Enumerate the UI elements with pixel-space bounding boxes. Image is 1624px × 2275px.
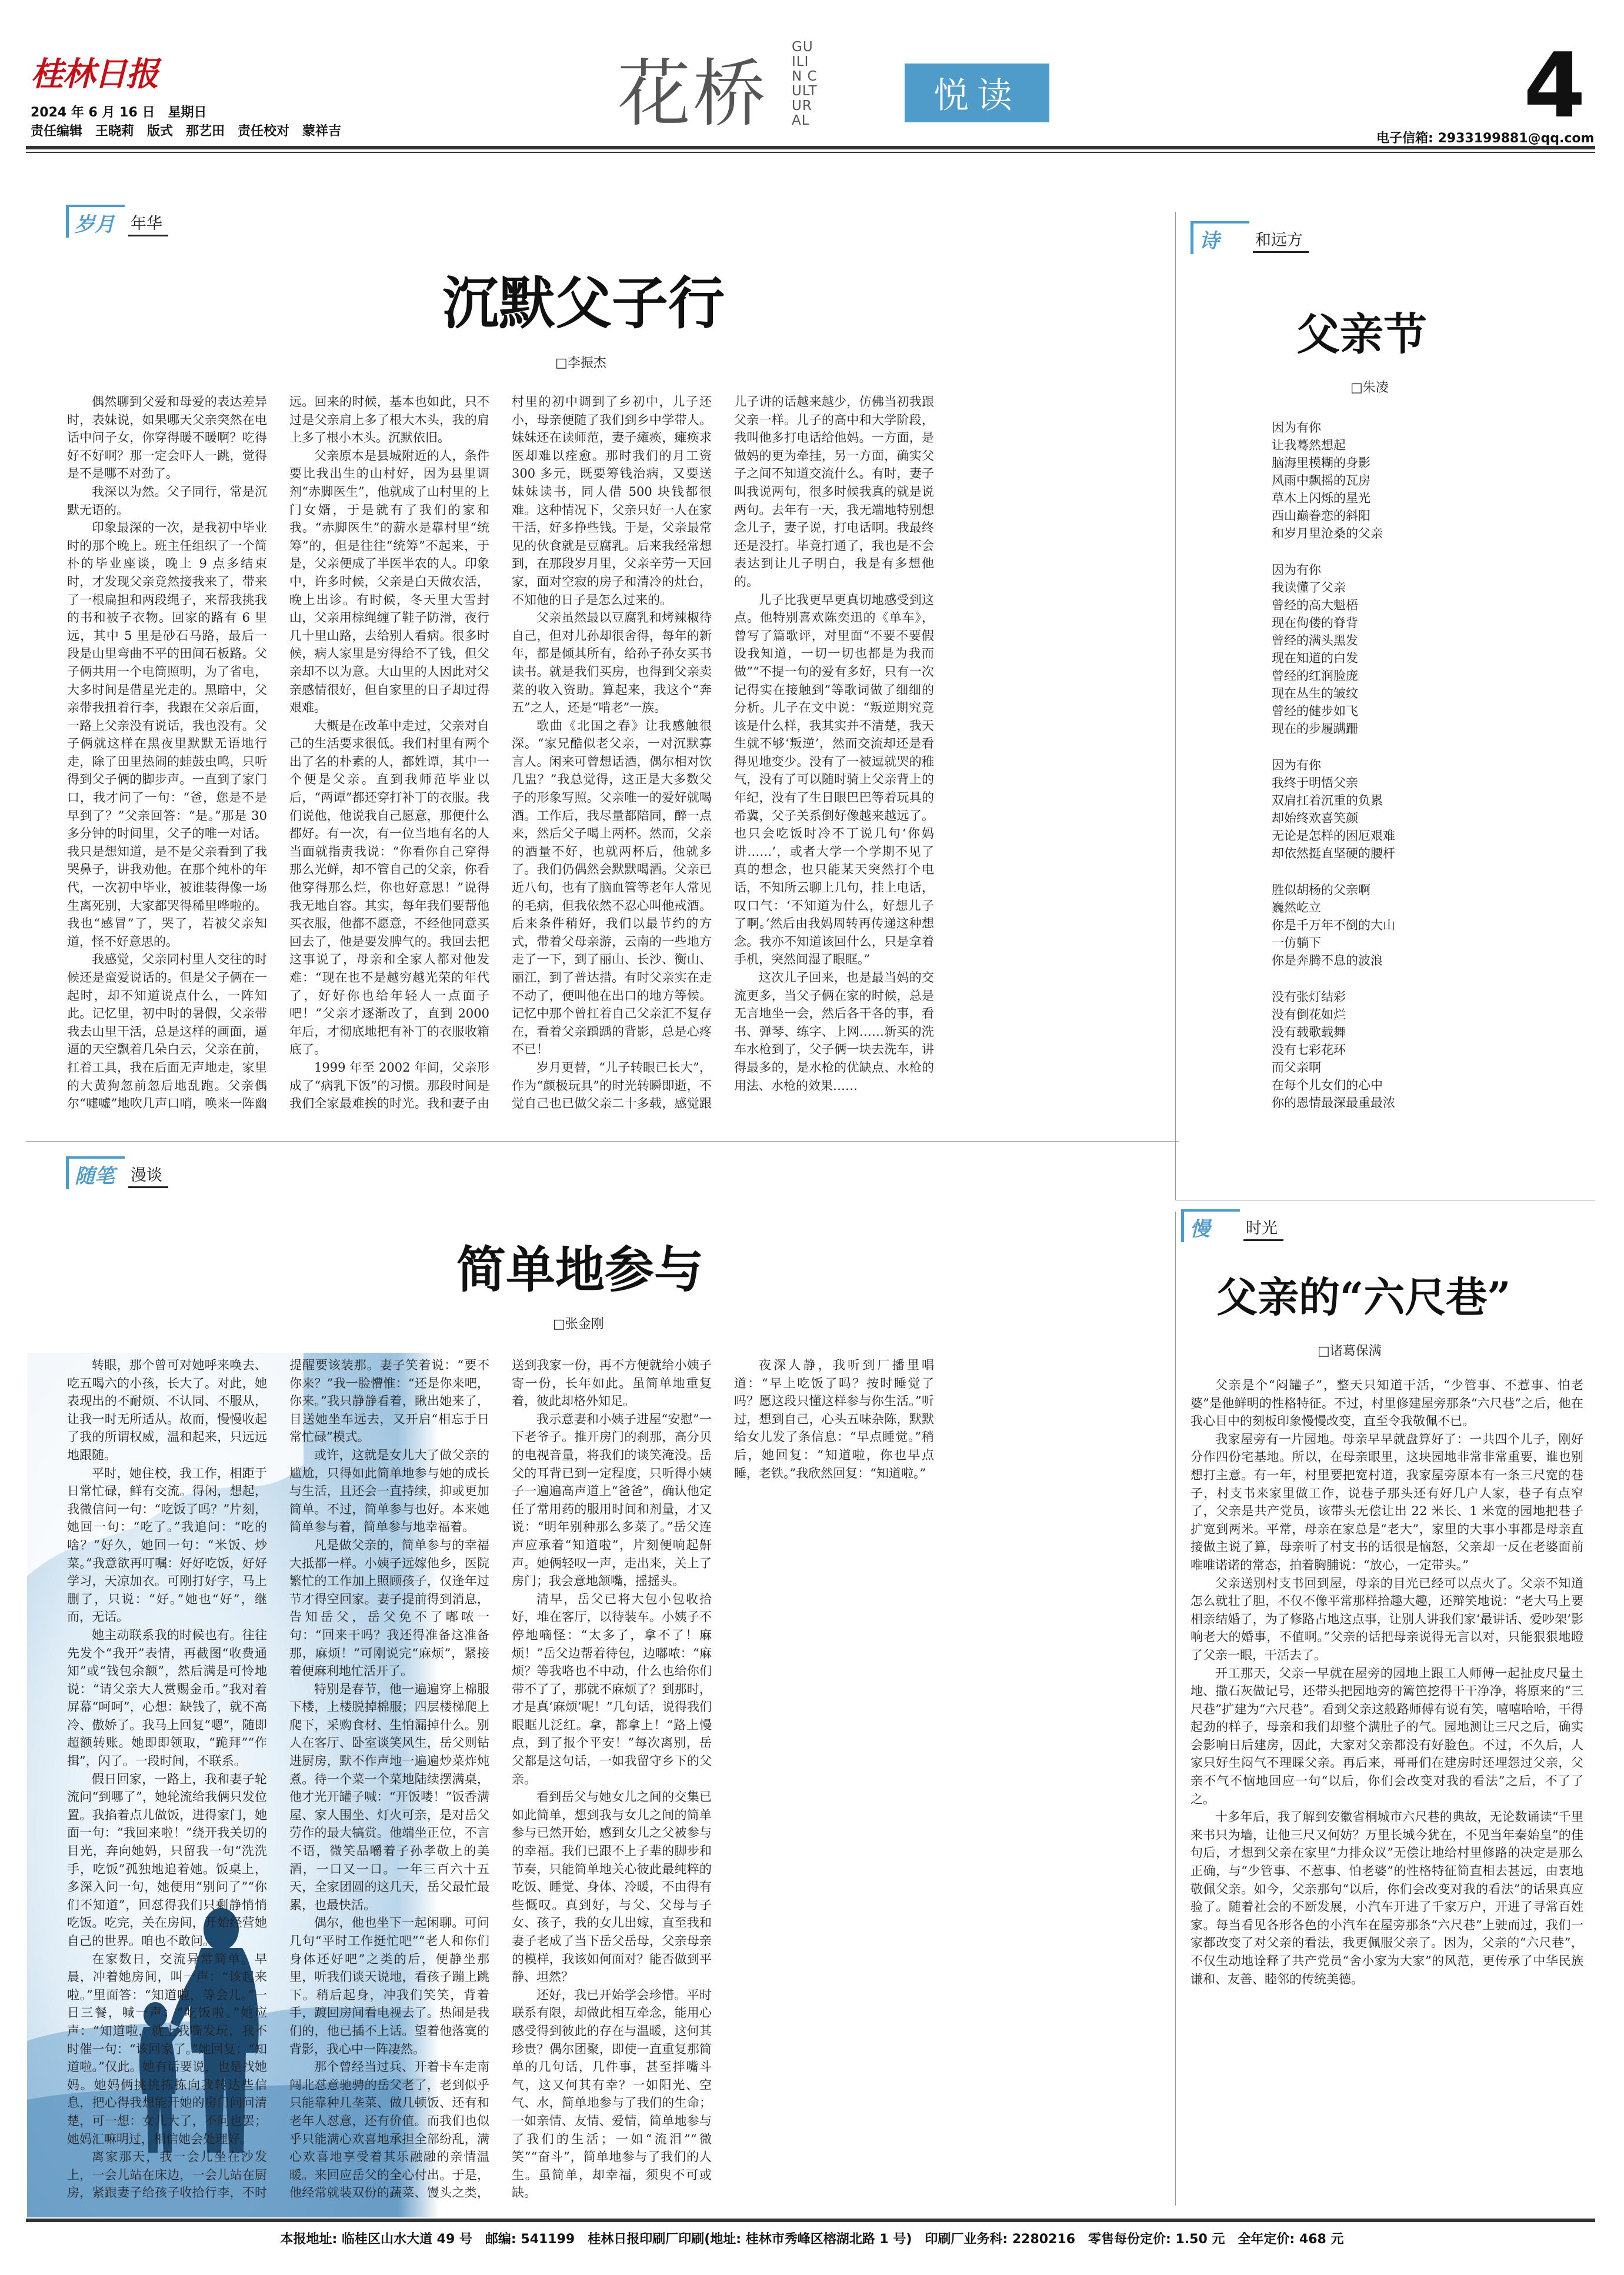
paragraph: 大概是在改革中走过，父亲对自己的生活要求很低。我们村里有两个出了名的朴素的人，都姓谭，其中一个便是父亲。直到我师范毕业以后，“两谭”都还穿打补丁的衣服。我们说他，他说我自己愿意，那便什么都好。有一次，有一位当地有名的人当面就指责我说：“你看你自己穿得那么光鲜，却不管自己的父亲，你看他穿得那么烂，你也好意思！”说得我无地自容。其实，每年我们要帮他买衣服，他都不愿意，不经他同意买回去了，他是要发脾气的。我回去把这事说了，母亲和全家人都对他发难：“现在也不是越穷越光荣的年代了，好好你也给年轻人一点面子吧！”父亲才逐渐改了，直到 2000 年后，才彻底地把有补丁的衣服收箱底了。 — [289, 718, 489, 1057]
poem-line: 没有七彩花环 — [1272, 1043, 1346, 1057]
poem-line: 而父亲啊 — [1272, 1060, 1321, 1075]
paragraph: 她主动联系我的时候也有。往往先发个“我开”表情，再截图“收费通知”或“钱包余额”，然后满是可怜地说：“请父亲大人赏赐金币。”我对着屏幕“呵呵”，心想：缺钱了，就不高冷、傲娇了。我马上回复“嗯”，随即超额转账。她即即领取，“跪拜”“作揖”，闪了。一段时间，不联系。 — [67, 1627, 267, 1769]
poem-line: 一仿躺下 — [1272, 936, 1321, 950]
article-body-a4 — [1191, 1376, 1583, 2206]
poem-line: 曾经的红润脸庞 — [1272, 669, 1358, 683]
article-body-a1 — [67, 393, 1156, 1122]
paragraph: 转眼，那个曾可对她呼来唤去、吃五喝六的小孩，长大了。对此，她表现出的不耐烦、不认同、不服从，让我一时无所适从。故而，慢慢收起了我的所谓权威，温和起来，只远远地跟随。 — [67, 1358, 267, 1462]
paragraph: 我感觉，父亲同村里人交往的时候还是蛮爱说话的。但是父子俩在一起时，却不知道说点什么，一阵知此。记忆里，初中时的暑假，父亲带我去山里干活，总是这样的画面，逼逼的天空飘着几朵白云，父亲在前，扛着工具，我在后面无声地走，家里的大黄狗忽前忽后地乱跑。父亲偶尔“嘘嘘”地吹几声口哨，唤来一阵幽远。回来的时候，基本也如此，只不过是父亲肩上多了根大木头，我的肩上多了根小木头。沉默依旧。 — [67, 395, 489, 1111]
paragraph: 偶然聊到父爱和母爱的表达差异时，表妹说，如果哪天父亲突然在电话中问子女，你穿得暖不暖啊？吃得好不好啊？那一定会吓人一跳，觉得是不是哪不对劲了。 — [67, 395, 267, 481]
column-tag-sub: 年华 — [128, 211, 168, 236]
paragraph: 或许，这就是女儿大了做父亲的尴尬，只得如此简单地参与她的成长与生活，且还会一直持续，抑或更加简单。不过，简单参与也好。本来她简单参与着，简单参与地幸福着。 — [289, 1447, 489, 1535]
column-divider — [1175, 1212, 1176, 2206]
poem-line: 现在知道的白发 — [1272, 651, 1358, 665]
paragraph: 歌曲《北国之春》让我感触很深。“家兄酷似老父亲，一对沉默寡言人。闲来可曾想话酒，偶尔相对饮几盅？”我总觉得，这正是大多数父子的形象写照。父亲唯一的爱好就喝酒。工作后，我尽量都陪同，醉一点来，然后父子喝上两杯。然而，父亲的酒量不好，也就两杯后，他就多了。我们仍偶然会默默喝酒。父亲已近八旬，也有了脑血管等老年人常见的毛病，但我依然不忍心叫他戒酒。后来条件稍好，我们以最节约的方式，带着父母亲游，云南的一些地方走了一下，到了丽山、长沙、衡山、丽江，到了普达措。有时父亲实在走不动了，便叫他在出口的地方等候。记忆中那个曾扛着自己父亲汇不复存在，看着父亲踽踽的背影，总是心疼不已！ — [512, 718, 712, 1057]
stanza-gap — [1272, 969, 1578, 988]
paper-name: 桂林日报 — [31, 55, 158, 94]
poem-line: 没有张灯结彩 — [1272, 990, 1346, 1004]
poem-line: 现在佝偻的脊背 — [1272, 616, 1358, 630]
poem-line: 却始终欢喜笑颜 — [1272, 811, 1358, 825]
paragraph: 这次儿子回来，也是最当妈的交流更多，当父子俩在家的时候，总是无言地坐一会，然后各干各的事，看书、弹琴、练字、上网……新买的洗车水枪到了，父子俩一块去洗车，讲得最多的，是水枪的优缺点、水枪的用法、水枪的效果…… — [734, 970, 934, 1093]
poem-line: 你是奔腾不息的波浪 — [1272, 953, 1383, 968]
poem-line: 和岁月里沧桑的父亲 — [1272, 526, 1383, 541]
column-tag-label: 慢 — [1181, 1209, 1240, 1242]
poem-line: 没有载歌载舞 — [1272, 1025, 1346, 1039]
poem-line: 我终于明悟父亲 — [1272, 776, 1358, 790]
poem-line: 你是千万年不倒的大山 — [1272, 918, 1395, 932]
footer-imprint: 本报地址: 临桂区山水大道 49 号 邮编: 541199 桂林日报印刷厂印刷(地址: 桂林市秀峰区榕湖北路 1 号) 印刷厂业务科: 2280216 零售每份定价: 1.50 元 全年定价: 468 元 — [280, 2232, 1344, 2247]
paragraph: 看到岳父与她女儿之间的交集已如此简单，想到我与女儿之间的简单参与已然开始，感到女儿之父被参与的幸福。我们已跟不上子辈的脚步和节奏，只能简单地关心彼此最纯粹的吃饭、睡觉、身体、冷暖，不由得有些慨叹。真到好，与父、父母与子女、孩子，我的女儿出嫁，直至我和妻子老成了当下岳父岳母，父亲母亲的模样，我该如何面对？能否做到平静、坦然？ — [512, 1790, 712, 1984]
paragraph: 凡是做父亲的，简单参与的幸福大抵都一样。小姨子远嫁他乡，医院繁忙的工作加上照顾孩子，仅逢年过节才得空回家。妻子提前得到消息，告知岳父，岳父免不了嘟哝一句：“回来干吗？我还得准备这准备那，麻烦！”可刚说完“麻烦”，紧接着便麻利地忙活开了。 — [289, 1537, 489, 1679]
issue-date: 2024 年 6 月 16 日 星期日 — [31, 105, 207, 120]
poem-line: 让我蓦然想起 — [1272, 438, 1346, 452]
poem-line: 胜似胡杨的父亲啊 — [1272, 883, 1370, 897]
stanza-gap — [1272, 738, 1578, 756]
paragraph: 父亲是个“闷罐子”，整天只知道干活，“少管事、不惹事、怕老婆”是他鲜明的性格特征。不过，村里修建屋旁那条“六尺巷”之后，他在我心目中的刻板印象慢慢改变，直至令我敬佩不已。 — [1191, 1378, 1583, 1429]
paragraph: 离家那天，我一会儿坐在沙发上，一会儿站在床边，一会儿站在厨房，紧跟妻子给孩子收拾行李，不时提醒要该装那。妻子笑着说：“要不你来？”我一脸懵惟：“还是你来吧，你来。”我只静静看着，瞅出她来了，目送她坐车远去，又开启“相忘于日常忙碌”模式。 — [67, 1358, 489, 2200]
paragraph: 清早，岳父已将大包小包收拾好，堆在客厅，以待装车。小姨子不停地嘀怪：“太多了，拿不了！麻烦！”岳父边帮着待包，边嘟哝：“麻烦？等我咯也不中动，什么也给你们带不了了，那就不麻烦了？到那时，才是真‘麻烦’呢！”几句话，说得我们眼眶儿泛红。拿，都拿上！“路上慢点，到了报个平安！”每次离别，岳父都是这句话，一如我留守乡下的父亲。 — [512, 1592, 712, 1786]
paragraph: 还好，我已开始学会珍惜。平时联系有限，却做此相互牵念，能用心感受得到彼此的存在与温暖，这何其珍贵？偶尔团聚，即使一直重复那简单的几句话，几件事，甚至拌嘴斗气，这又何其有幸？一如阳光、空气、水，简单地参与了我们的生命；一如亲情、友情、爱情，简单地参与了我们的生活；一如“流泪”“微笑”“奋斗”，简单地参与了我们的人生。虽简单，却幸福，须臾不可或缺。 — [512, 1987, 712, 2200]
article-byline-a4: □诸葛保满 — [1318, 1344, 1382, 1359]
poem-line: 双肩扛着沉重的负累 — [1272, 793, 1383, 808]
article-title-a3: 简单地参与 — [456, 1240, 704, 1299]
paragraph: 夜深人静，我听到厂播里唱道：“早上吃饭了吗？按时睡觉了吗？愿这段只懂这样参与你生活。”听过，想到自己，心头五味杂陈，默默给女儿发了条信息：“早点睡觉。”稍后，她回复：“知道啦，你也早点睡，老铁。”我欣然回复：“知道啦。” — [734, 1358, 934, 1480]
column-tag-sub: 漫谈 — [128, 1162, 168, 1188]
stanza-gap — [1272, 542, 1578, 561]
column-tag-label: 随笔 — [66, 1156, 125, 1189]
article-byline-a2: □朱凌 — [1350, 381, 1389, 395]
bottom-rule — [26, 2219, 1595, 2222]
paragraph: 我家屋旁有一片园地。母亲早早就盘算好了：一共四个儿子，刚好分作四份宅基地。所以，在母亲眼里，这块园地非常非常重要，谁也别想打主意。有一年，村里要把宽村道，我家屋旁原本有一条三尺宽的巷子，村支书来家里做工作，说巷子那头还有好几户人家，巷子有点窄了，父亲是共产党员，该带头无偿让出 22 米长、1 米宽的园地把巷子扩宽到两米。平常，母亲在家总是“老大”，家里的大事小事都是母亲直接做主说了算，母亲听了村支书的话很是恼怒，父亲却一反在老婆面前唯唯诺诺的常态，拍着胸脯说：“放心，一定带头。” — [1191, 1432, 1583, 1572]
editors-credit: 责任编辑 王晓莉 版式 那艺田 责任校对 蒙祥吉 — [31, 124, 342, 139]
section-pinyin: GUILIN CULTURAL — [792, 39, 818, 128]
paragraph: 我示意妻和小姨子进屋“安慰”一下老爷子。推开房门的刹那，高分贝的电视音量，将我们的谈笑淹没。岳父的耳背已到一定程度，只听得小姨子一遍遍高声道上“爸爸”，确认他定任了常用药的服用时间和剂量，才又说：“明年别种那么多菜了。”岳父连声应承着“知道啦”，片刻便响起鼾声。她俩轻叹一声，走出来，关上了房门；我会意地颔嘴，摇摇头。 — [512, 1412, 712, 1589]
poem-line: 曾经的满头黑发 — [1272, 633, 1358, 648]
section-divider — [26, 1141, 1179, 1142]
paragraph: 岁月更替，“儿子转眼已长大”，作为“颜极玩具”的时光转瞬即逝，不觉自己也已做父亲二十多载，感觉跟儿子讲的话越来越少，仿佛当初我跟父亲一样。儿子的高中和大学阶段，我叫他多打电话给他妈。一方面，是做妈的更为牵挂，另一方面，确实父子之间不知道交流什么。有时，妻子叫我说两句，很多时候我真的就是说两句。去年有一天，我无端地特别想念儿子，妻子说，打电话啊。我最终还是没打。毕竟打通了，我也是不会表达到让儿子明白，我是有多想他的。 — [512, 395, 934, 1111]
article-byline-a1: □李振杰 — [555, 356, 606, 371]
article-byline-a3: □张金刚 — [553, 1317, 604, 1332]
column-tag-label: 岁月 — [66, 205, 125, 238]
section-title: 花桥 — [618, 52, 769, 136]
poem-line: 现在丛生的皱纹 — [1272, 686, 1358, 700]
article-title-a1: 沉默父子行 — [442, 270, 725, 336]
paragraph: 我深以为然。父子同行，常是沉默无语的。 — [67, 484, 267, 517]
contact-email: 电子信箱: 2933199881@qq.com — [1376, 131, 1595, 146]
top-rule-thin — [26, 152, 1595, 153]
column-divider — [1175, 212, 1176, 1200]
poem-line: 没有倒花如烂 — [1272, 1008, 1346, 1022]
poem-line: 在每个儿女们的心中 — [1272, 1078, 1383, 1092]
paragraph: 父亲虽然最以豆腐乳和烤辣椒待自己，但对儿孙却很舍得，每年的新年，都是倾其所有，给孙子孙女买书读书。就是我们买房，也得到父亲卖菜的收入资助。算起来，我这个“奔五”之人，还是“啃老”一族。 — [512, 611, 712, 715]
poem-line: 却依然挺直坚硬的腰杆 — [1272, 846, 1395, 860]
paragraph: 1999 年至 2002 年间，父亲形成了“病乳下饭”的习惯。那段时间是我们全家最难挨的时光。我和妻子由村里的初中调到了乡初中，儿子还小，母亲便随了我们到乡中学带人。妹妹还在读师范，妻子瘫痪，瘫痪求医却难以痊愈。那时我们的月工资 300 多元，既要筹钱治病，又要送妹妹读书，同人借 500 块钱都很难。这种情况下，父亲只好一人在家干活，好多挣些钱。于是，父亲最常见的伙食就是豆腐乳。后来我经常想到，在那段岁月里，父亲辛劳一天回家，面对空寂的房子和清冷的灶台，不知他的日子是怎么过来的。 — [289, 395, 712, 1111]
paragraph: 儿子比我更早更真切地感受到这点。他特别喜欢陈奕迅的《单车》，曾写了篇歌评，对里面“不要不要假设我知道，一切一切也都是为我而做”“不提一句的爱有多好，只有一次记得实在接触到”等歌词做了细细的分析。儿子在文中说：“叛逆期究竟该是什么样，我其实并不清楚，我天生就不够‘叛逆’，然而交流却还是看得见地变少。没有了一被逗就哭的稚气，没有了可以随时骑上父亲背上的年纪，没有了生日眼巴巴等着玩具的希冀，父子关系倒好像越来越远了。也只会吃饭时冷不丁说几句‘你妈讲……’，或者大学一个学期不见了真的想念，也只能某天突然打个电话，不知所云聊上几句，挂上电话，叹口气：‘不知道为什么，好想儿子了啊。’然后由我妈周转再传递这种想念。我亦不知道该回什么，只是拿着手机，突然间湿了眼眶。” — [734, 592, 934, 967]
paragraph: 在家数日，交流异常简单。早晨，冲着她房间，叫一声：“该起来啦。”里面答：“知道啦，等会儿。”一日三餐，喊一声：“吃饭啦。”她应声：“知道啦，就上我嘶发玩，我不时催一句：“该回家了。”她回复：“知道啦。”仅此。她有话要说，也是找她妈。她妈俩挑挑拣拣向我转达些信息，把心得我想能开她的房门问问清楚，可一想：女儿大了，不问也罢；她妈汇嘛明过，相信她会处理好。 — [67, 1952, 267, 2146]
column-tag-a1 — [66, 205, 168, 238]
paragraph: 十多年后，我了解到安徽省桐城市六尺巷的典故，无论数诵读“千里来书只为墙，让他三尺又何妨？万里长城今犹在，不见当年秦始皇”的佳句后，才想到父亲在家里“力排众议”无偿让地给村里修路的决定是那么正确，与“少管事、不惹事、怕老婆”的性格特征简直相去甚远，由衷地敬佩父亲。如今，父亲那句“以后，你们会改变对我的看法”的话果真应验了。随着社会的不断发展，小汽车开进了千家万户，开进了寻常百姓家。每当看见各形各色的小汽车在屋旁那条“六尺巷”上驶而过，我们一家都改变了对父亲的看法，我更佩服父亲了。因为，父亲的“六尺巷”，不仅生动地诠释了共产党员“舍小家为大家”的风范，更传承了中华民族谦和、友善、睦邻的传统美德。 — [1191, 1810, 1583, 1986]
paragraph: 假日回家，一路上，我和妻子轮流问“到哪了”，她轮流给我俩只发位置。我掐着点儿做饭，进得家门，她面一句：“我回来啦！”绕开我关切的目光，奔向她妈，只留我一句“洗洗手，吃饭”孤独地追着她。饭桌上，多深入问一句，她便用“别问了”“你们不知道”，回怼得我们只剩静悄悄吃饭。吃完，关在房间，开始经营她自己的世界。咱也不敢问。 — [67, 1772, 267, 1948]
poem-line: 你的恩情最深最重最浓 — [1272, 1096, 1395, 1110]
poem-line: 因为有你 — [1272, 421, 1321, 435]
article-title-a2: 父亲节 — [1296, 309, 1427, 360]
paragraph: 开工那天，父亲一早就在屋旁的园地上跟工人师傅一起扯皮尺量土地、撒石灰做记号，还带头把园地旁的篱笆挖得干干净净，将原来的“三尺巷”扩建为“六尺巷”。看到父亲这般路师傅有说有笑，嘻嘻哈哈，干得起劲的样子，母亲和我们却整个满肚子的气。园地测让三尺之后，确实会影响日后建房，因此，大家对父亲都没有好脸色。不过，不久后，人家只好生闷气不理睬父亲。再后来，哥哥们在建房时还埋怨过父亲，父亲不气不恼地回应一句“以后，你们会改变对我的看法”之后，不了了之。 — [1191, 1666, 1583, 1806]
poem-line: 我读懂了父亲 — [1272, 581, 1346, 595]
paragraph: 平时，她住校，我工作，相距于日常忙碌，鲜有交流。得闲，想起，我微信问一句：“吃饭了吗？”片刻，她回一句：“吃了。”我追问：“吃的啥？”好久，她回一句：“米饭、炒菜。”我意欲再叮嘱：好好吃饭，好好学习，天凉加衣。可刚打好字，马上删了，只说：“好。”她也“好”，继而，无话。 — [67, 1466, 267, 1624]
paragraph: 偶尔，他也坐下一起闲聊。可问几句“平时工作挺忙吧”“老人和你们身体还好吧”之类的后，便静坐那里，听我们谈天说地，看孩子蹦上跳下。稍后起身，冲我们笑笑，背着手，踱回房间看电视去了。热闹是我们的，他已插不上话。望着他落寞的背影，我心中一阵凄然。 — [289, 1916, 489, 2056]
column-tag-sub: 时光 — [1243, 1215, 1283, 1241]
top-rule — [26, 146, 1595, 149]
poem-line: 曾经的健步如飞 — [1272, 704, 1358, 718]
paragraph: 印象最深的一次，是我初中毕业时的那个晚上。班主任组织了一个简朴的毕业座谈，晚上 9 点多结束时，才发现父亲竟然接我来了，带来了一根扁担和两段绳子，来帮我挑我的书和被子衣物。回家的路有 6 里远，其中 5 里是砂石马路，最后一段是山里弯曲不平的田间石板路。父子俩共用一个电筒照明，为了省电，大多时间是借星光走的。黑暗中，父亲带我扭着行李，我跟在父亲后面，一路上父亲没有说话，我也没有。父子俩就这样在黑夜里默默无语地行走，除了田里热闹的蛙鼓虫鸣，只听得到父子俩的脚步声。一直到了家门口，我才问了一句：“爸，您是不是早到了？”父亲回答：“是。”那是 30 多分钟的时间里，父子的唯一对话。我只是想知道，是不是父亲看到了我哭鼻子，讲我劝他。在那个纯朴的年代，一次初中毕业，被谁装得像一场生离死别，大家都哭得稀里哗啦的。我也“感冒”了，哭了，若被父亲知道，怪不好意思的。 — [67, 521, 267, 949]
stanza-gap — [1272, 862, 1578, 881]
poem-line: 脑海里模糊的身影 — [1272, 456, 1370, 470]
column-tag-a2 — [1191, 221, 1309, 254]
poem-line: 现在的步履蹒跚 — [1272, 722, 1358, 736]
column-tag-label: 诗 — [1191, 221, 1249, 254]
page-number: 4 — [1523, 34, 1586, 138]
section-badge: 悦读 — [905, 64, 1049, 122]
poem-line: 无论是怎样的困厄艰难 — [1272, 829, 1395, 843]
paragraph: 父亲送别村支书回到屋，母亲的目光已经可以点火了。父亲不知道怎么就壮了胆，不仅不像平常那样拾趣大趣，还辩笑地说：“老大马上要相亲结婚了，为了修路占地这点事，让别人讲我们家‘最讲话、爱吵架’影响老大的婚事，不值啊。”父亲的话把母亲说得无言以对，只能狠狠地瞪了父亲一眼，干活去了。 — [1191, 1576, 1583, 1662]
poem-line: 曾经的高大魁梧 — [1272, 598, 1358, 612]
poem-line: 因为有你 — [1272, 758, 1321, 772]
paragraph: 那个曾经当过兵、开着卡车走南闯北怼意驰骋的岳父老了，老到似乎只能靠种几垄菜、做几顿饭、还有和老年人怼意，还有价值。而我们也似乎只能满心欢喜地承担全部纷乱，满心欢喜地享受着其乐融融的亲情温暖。来回应岳父的全心付出。于是，他经常就装双份的蔬菜、馒头之类，送到我家一份，再不方便就给小姨子寄一份，长年如此。虽简单地重复着，彼此却格外知足。 — [289, 1358, 712, 2200]
poem-body-a2 — [1272, 419, 1578, 1201]
column-tag-a3 — [66, 1156, 168, 1189]
poem-line: 草木上闪烁的星光 — [1272, 491, 1370, 505]
poem-line: 西山巅眷恋的斜阳 — [1272, 509, 1370, 523]
article-body-a3 — [67, 1356, 1156, 2202]
poem-line: 巍然屹立 — [1272, 900, 1321, 915]
paragraph: 父亲原本是县城附近的人，条件要比我出生的山村好，因为县里调剂“赤脚医生”，他就成了山村里的上门女婿，于是就有了我们的家和我。“赤脚医生”的薪水是靠村里“统筹”的，但是往往“统筹”不起来，于是，父亲便成了半医半农的人。印象中，许多时候，父亲是白天做农活，晚上出诊。有时候，冬天里大雪封山，父亲用棕绳缠了鞋子防滑，夜行几十里山路，去给别人看病。很多时候，病人家里是穷得给不了钱，但父亲却不以为意。大山里的人因此对父亲感情很好，但自家里的日子却过得艰难。 — [289, 448, 489, 715]
column-tag-sub: 和远方 — [1253, 227, 1309, 253]
column-tag-a4 — [1181, 1209, 1283, 1242]
poem-line: 风雨中飘摇的瓦房 — [1272, 473, 1370, 488]
paragraph: 特别是春节，他一遍遍穿上棉服下楼，上楼脱掉棉服；四层楼梯爬上爬下，采购食材、生怕漏掉什么。别人在客厅、卧室谈笑风生，岳父则钻进厨房，默不作声地一遍遍炒菜炸炖煮。待一个菜一个菜地陆续摆满桌，他才光开罐子喊：“开饭喽！”饭香满屋、家人围坐、灯火可亲，是对岳父劳作的最大犒赏。他端坐正位，不言不语，微笑品嚼着子孙孝敬上的美酒，一口又一口。一年三百六十五天，全家团圆的这几天，岳父最忙最累，也最快活。 — [289, 1682, 489, 1912]
poem-line: 因为有你 — [1272, 563, 1321, 577]
article-title-a4: 父亲的“六尺巷” — [1216, 1273, 1511, 1322]
